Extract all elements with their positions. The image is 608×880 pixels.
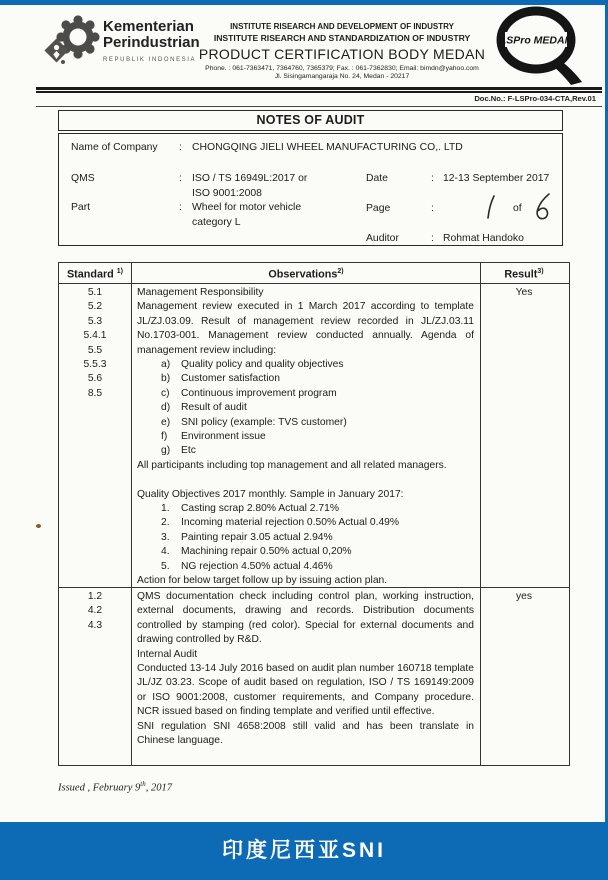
part-value-line1: Wheel for motor vehicle	[192, 202, 302, 213]
auditor-value: Rohmat Handoko	[443, 233, 524, 244]
standard-clause: 5.5	[87, 344, 103, 356]
standard-clause: 5.5.3	[83, 359, 107, 371]
ministry-gear-logo-icon	[42, 14, 100, 70]
observations-cell	[132, 284, 481, 587]
agenda-item: f) Environment issue	[161, 431, 266, 443]
agenda-item: b) Customer satisfaction	[161, 373, 281, 385]
issued-suffix: , 2017	[145, 782, 172, 794]
observation-paragraph: SNI regulation SNI 4658:2008 still valid and has been translate in Chinese language.	[137, 720, 474, 747]
institute-line1: INSTITUTE RISEARCH AND DEVELOPMENT OF INDUSTRY	[230, 22, 454, 31]
standard-clause: 4.3	[87, 619, 103, 631]
lspro-medan-logo-icon	[492, 6, 588, 88]
auditor-label: Auditor	[366, 233, 399, 244]
agenda-item: c) Continuous improvement program	[161, 387, 337, 399]
ministry-name-line1: Kementerian	[103, 18, 194, 35]
standard-clause: 5.4.1	[83, 330, 107, 342]
standard-clause: 8.5	[87, 387, 103, 399]
lspro-logo-text: LSPro MEDAN	[499, 34, 573, 47]
doc-number-underline	[36, 106, 602, 107]
page-colon: :	[431, 203, 434, 214]
observation-line: Action for below target follow up by issuing action plan.	[137, 575, 388, 587]
issued-date-line	[58, 780, 172, 794]
auditor-colon: :	[431, 233, 434, 244]
qms-label: QMS	[71, 173, 95, 184]
date-value: 12-13 September 2017	[443, 173, 550, 184]
agenda-item: e) SNI policy (example: TVS customer)	[161, 416, 347, 428]
observation-paragraph: Conducted 13-14 July 2016 based on audit plan number 160718 template JL/JZ 03.23. Scope of audit based on regulation, ISO / TS 169149:2009 or ISO 9001:2008, customer requirements, and Company procedure. NCR issued based on finding template and verified until effective.	[137, 663, 474, 718]
company-colon: :	[179, 142, 182, 153]
standard-clause: 1.2	[87, 591, 103, 602]
agenda-item: d) Result of audit	[161, 402, 247, 414]
page-of-text: of	[513, 203, 522, 214]
scan-artifact-speck	[36, 524, 41, 528]
standard-clause: 5.1	[87, 287, 103, 298]
audit-info-box	[58, 133, 563, 246]
table-header-row	[59, 263, 569, 284]
objective-item: 3. Painting repair 3.05 actual 2.94%	[161, 531, 333, 543]
col-header-result: Result$^{3)}$	[504, 268, 544, 281]
doc-number: Doc.No.: F-LSPro-034-CTA,Rev.01	[474, 94, 596, 103]
part-colon: :	[179, 202, 182, 213]
col-header-observations: Observations$^{2)}$	[132, 263, 481, 283]
observation-subtitle: Internal Audit	[137, 648, 198, 660]
standard-clause: 5.3	[87, 315, 103, 327]
qms-value-line1: ISO / TS 16949L:2017 or	[192, 173, 308, 184]
result-cell: yes	[515, 591, 533, 602]
contact-line: Phone. : 061-7363471, 7364760, 7365379; Fax. : 061-7362830; Email: bimdn@yahoo.com	[205, 65, 479, 72]
observation-line: All participants including top management and all related managers.	[137, 459, 447, 471]
objective-item: 1. Casting scrap 2.80% Actual 2.71%	[161, 503, 339, 515]
standard-clauses-cell	[59, 588, 132, 765]
header-divider-rule	[36, 87, 602, 93]
agenda-item: g) Etc	[161, 445, 196, 457]
letterhead	[183, 22, 501, 80]
part-label: Part	[71, 202, 91, 213]
observation-paragraph: QMS documentation check including control plan, working instruction, external documents, drawing and records. Distribution documents controlled by stamping (red color). Special for external documents and drawing controlled by R&D.	[137, 591, 474, 646]
date-label: Date	[366, 173, 388, 184]
ministry-name-line2: Perindustrian	[103, 34, 200, 51]
institute-line2: INSTITUTE RISEARCH AND STANDARDIZATION OF INDUSTRY	[213, 33, 471, 43]
address-line: Jl. Sisingamangaraja No. 24, Medan - 20217	[274, 73, 410, 80]
handwritten-page-number	[483, 194, 497, 221]
date-colon: :	[431, 173, 434, 184]
issued-ordinal-sup: th	[140, 780, 146, 788]
page-title: NOTES OF AUDIT	[58, 110, 563, 131]
standard-clause: 5.6	[87, 373, 103, 385]
qms-colon: :	[179, 173, 182, 184]
handwritten-page-total	[531, 192, 553, 222]
qms-value-line2: ISO 9001:2008	[192, 188, 262, 199]
company-value: CHONGQING JIELI WHEEL MANUFACTURING CO,. LTD	[192, 142, 463, 153]
standard-clause: 5.2	[87, 301, 103, 313]
result-cell: Yes	[515, 287, 533, 298]
ministry-name-line3: REPUBLIK INDONESIA	[103, 57, 197, 63]
objective-item: 2. Incoming material rejection 0.50% Actual 0.49%	[161, 517, 400, 529]
table-row	[59, 588, 569, 765]
certification-body-name: PRODUCT CERTIFICATION BODY MEDAN	[198, 46, 486, 62]
audit-observations-table	[58, 262, 570, 766]
objective-item: 4. Machining repair 0.50% actual 0,20%	[161, 546, 352, 558]
company-label: Name of Company	[71, 142, 158, 153]
part-value-line2: category L	[192, 217, 241, 228]
observation-title: Management Responsibility	[137, 287, 264, 298]
agenda-item: a) Quality policy and quality objectives	[161, 359, 344, 371]
standard-clauses-cell	[59, 284, 132, 587]
observation-paragraph: Management review executed in 1 March 2017 according to template JL/ZJ.03.09. Result of management review recorded in JL/ZJ.03.11 No.1703-001. Management review conducted annually. Agenda of management review including:	[137, 301, 474, 356]
top-blue-border	[0, 0, 608, 5]
standard-clause: 4.2	[87, 605, 103, 617]
observation-line: Quality Objectives 2017 monthly. Sample in January 2017:	[137, 488, 404, 500]
objective-item: 5. NG rejection 4.50% actual 4.46%	[161, 560, 333, 572]
table-row	[59, 284, 569, 588]
observations-cell	[132, 588, 481, 765]
col-header-standard: Standard $^{1)}$	[59, 263, 132, 283]
issued-prefix: Issued , February 9	[58, 782, 141, 794]
page-label: Page	[366, 203, 391, 214]
blank-line	[137, 473, 474, 487]
bottom-banner: 印度尼西亚SNI	[0, 822, 608, 880]
